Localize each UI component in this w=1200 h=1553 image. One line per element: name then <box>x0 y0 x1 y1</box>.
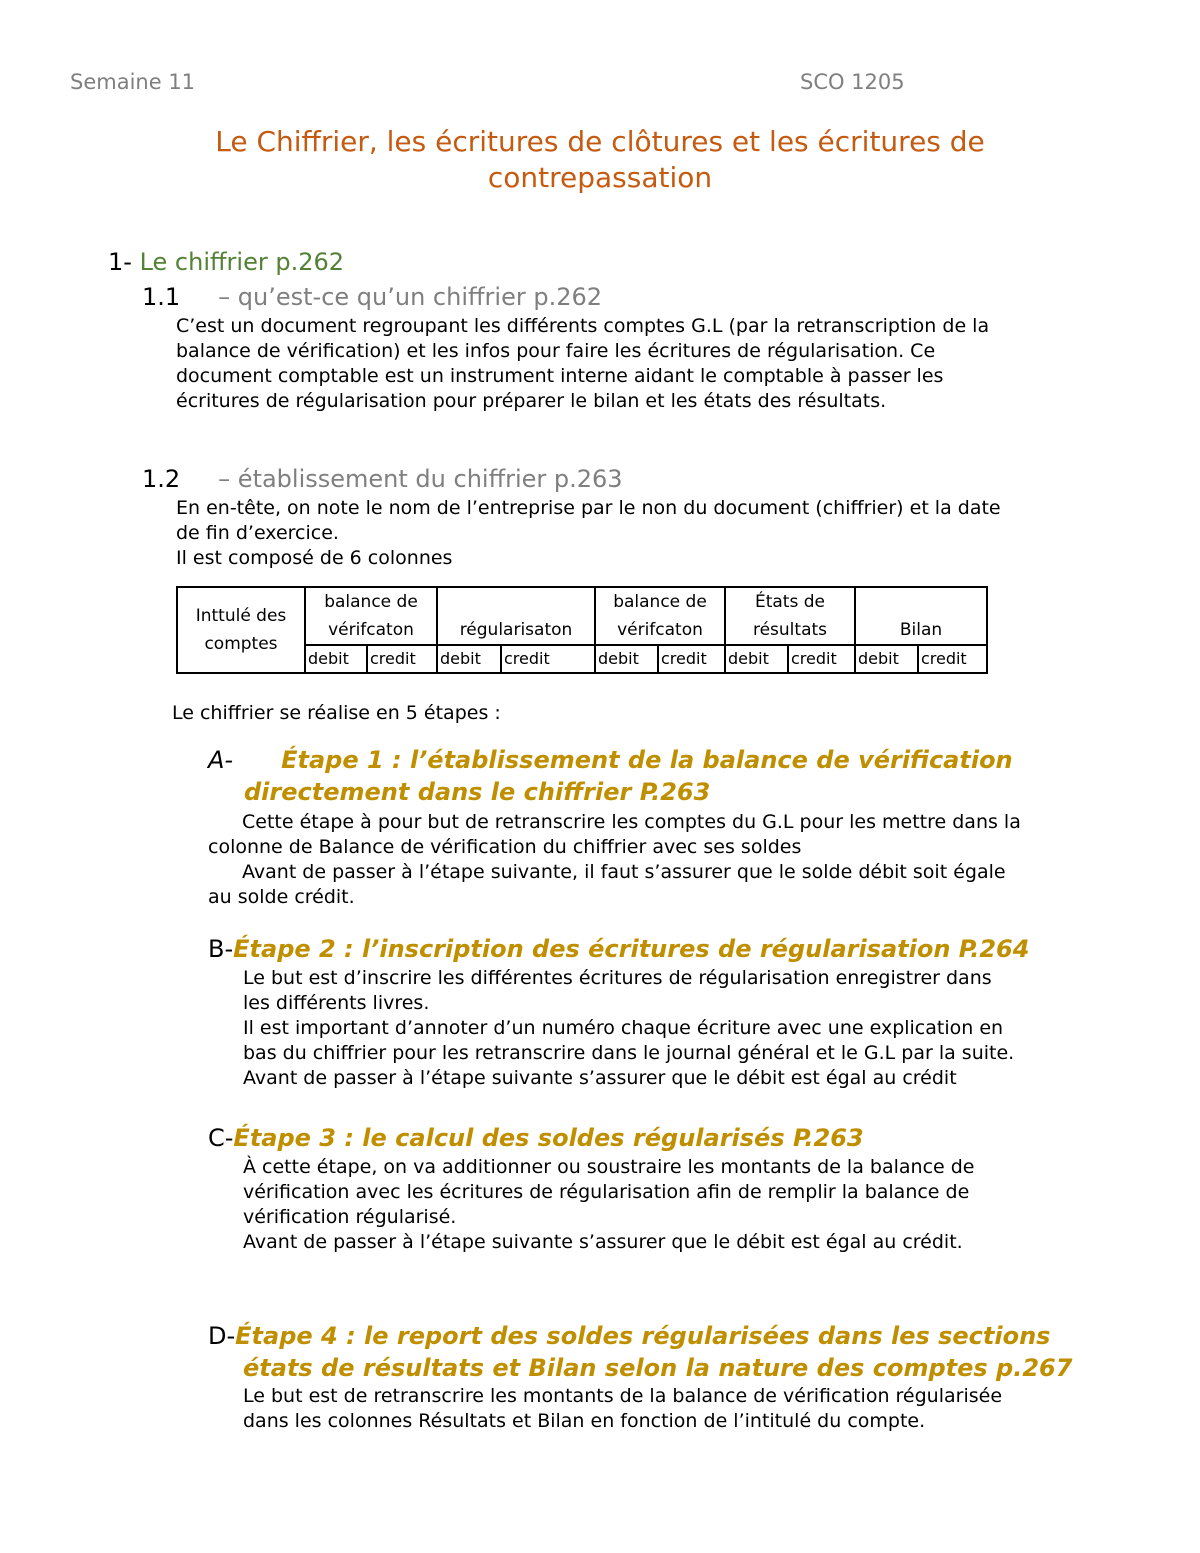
step-d-heading <box>208 1320 1072 1384</box>
text-line: Avant de passer à l’étape suivante s’assurer que le débit est égal au crédit. <box>243 1231 963 1253</box>
text-line: dans les colonnes Résultats et Bilan en fonction de l’intitulé du compte. <box>243 1410 926 1432</box>
header-week: Semaine 11 <box>70 70 196 94</box>
step-d-title-line2: états de résultats et Bilan selon la nature des comptes p.267 <box>243 1354 1073 1382</box>
table-credit-header: credit <box>918 645 987 673</box>
step-a-body <box>208 810 1021 910</box>
section-1-heading <box>108 248 344 276</box>
section-1-1-body <box>176 314 989 414</box>
table-credit-header: credit <box>367 645 437 673</box>
section-1-2-body <box>176 496 1001 571</box>
step-d-body <box>243 1384 1002 1434</box>
table-header-adjusted-trial-balance: balance de vérifcaton <box>595 587 725 645</box>
table-debit-header: debit <box>855 645 918 673</box>
text-line: balance de vérification) et les infos pour faire les écritures de régularisation. Ce <box>176 340 936 362</box>
step-a-title-line2: directement dans le chiffrier P.263 <box>244 778 711 806</box>
table-debit-header: debit <box>305 645 367 673</box>
table-debit-header: debit <box>595 645 658 673</box>
text-line: de fin d’exercice. <box>176 522 339 544</box>
section-1-1-heading <box>142 283 602 311</box>
step-d-letter: D- <box>208 1322 236 1350</box>
section-1-1-title: – qu’est-ce qu’un chiffrier p.262 <box>218 283 603 311</box>
step-a-letter: A- <box>208 746 234 774</box>
text-line: Il est important d’annoter d’un numéro chaque écriture avec une explication en <box>243 1017 1004 1039</box>
table-credit-header: credit <box>788 645 855 673</box>
section-1-title: Le chiffrier p.262 <box>139 248 344 276</box>
step-b-letter: B- <box>208 935 234 963</box>
text-line: Le but est de retranscrire les montants de la balance de vérification régularisée <box>243 1385 1003 1407</box>
page-title-line2: contrepassation <box>487 161 713 194</box>
step-a-title-line1: Étape 1 : l’établissement de la balance de vérification <box>281 746 1013 774</box>
step-c-heading <box>208 1122 864 1154</box>
section-1-2-title: – établissement du chiffrier p.263 <box>218 465 623 493</box>
table-header-account-title: Inttulé des comptes <box>177 587 305 673</box>
text-line: Cette étape à pour but de retranscrire les comptes du G.L pour les mettre dans la <box>242 811 1021 833</box>
page-title <box>100 124 1100 196</box>
text-line: écritures de régularisation pour préparer le bilan et les états des résultats. <box>176 390 887 412</box>
steps-intro: Le chiffrier se réalise en 5 étapes : <box>172 702 501 724</box>
text-line: document comptable est un instrument interne aidant le comptable à passer les <box>176 365 944 387</box>
text-line: Il est composé de 6 colonnes <box>176 547 453 569</box>
step-b-title: Étape 2 : l’inscription des écritures de régularisation P.264 <box>233 935 1030 963</box>
step-b-heading <box>208 933 1029 965</box>
table-header-adjustments: régularisaton <box>437 587 595 645</box>
page-title-line1: Le Chiffrier, les écritures de clôtures et les écritures de <box>215 125 985 158</box>
table-header-trial-balance: balance de vérifcaton <box>305 587 437 645</box>
section-1-2-heading <box>142 465 623 493</box>
text-line: À cette étape, on va additionner ou soustraire les montants de la balance de <box>243 1156 975 1178</box>
text-line: les différents livres. <box>243 992 430 1014</box>
table-header-balance-sheet: Bilan <box>855 587 987 645</box>
table-credit-header: credit <box>658 645 725 673</box>
section-1-number: 1- <box>108 248 132 276</box>
text-line: Le but est d’inscrire les différentes écritures de régularisation enregistrer dans <box>243 967 992 989</box>
text-line: vérification régularisé. <box>243 1206 457 1228</box>
section-1-2-number: 1.2 <box>142 465 181 493</box>
text-line: Avant de passer à l’étape suivante s’assurer que le débit est égal au crédit <box>243 1067 957 1089</box>
text-line: vérification avec les écritures de régularisation afin de remplir la balance de <box>243 1181 970 1203</box>
chiffrier-table <box>176 586 988 674</box>
step-a-heading <box>208 744 1013 808</box>
table-credit-header: credit <box>501 645 595 673</box>
text-line: C’est un document regroupant les différents comptes G.L (par la retranscription de la <box>176 315 990 337</box>
text-line: En en-tête, on note le nom de l’entreprise par le non du document (chiffrier) et la date <box>176 497 1001 519</box>
text-line: colonne de Balance de vérification du chiffrier avec ses soldes <box>208 836 802 858</box>
table-debit-header: debit <box>437 645 501 673</box>
table-debit-header: debit <box>725 645 788 673</box>
step-c-letter: C- <box>208 1124 234 1152</box>
header-course-code: SCO 1205 <box>800 70 905 94</box>
text-line: au solde crédit. <box>208 886 355 908</box>
step-c-title: Étape 3 : le calcul des soldes régularisés P.263 <box>233 1124 864 1152</box>
step-b-body <box>243 966 1014 1091</box>
step-d-title-line1: Étape 4 : le report des soldes régularisées dans les sections <box>235 1322 1051 1350</box>
step-c-body <box>243 1155 975 1255</box>
text-line: Avant de passer à l’étape suivante, il faut s’assurer que le solde débit soit égale <box>242 861 1006 883</box>
table-header-income-statement: États de résultats <box>725 587 855 645</box>
text-line: bas du chiffrier pour les retranscrire dans le journal général et le G.L par la suite. <box>243 1042 1015 1064</box>
section-1-1-number: 1.1 <box>142 283 181 311</box>
